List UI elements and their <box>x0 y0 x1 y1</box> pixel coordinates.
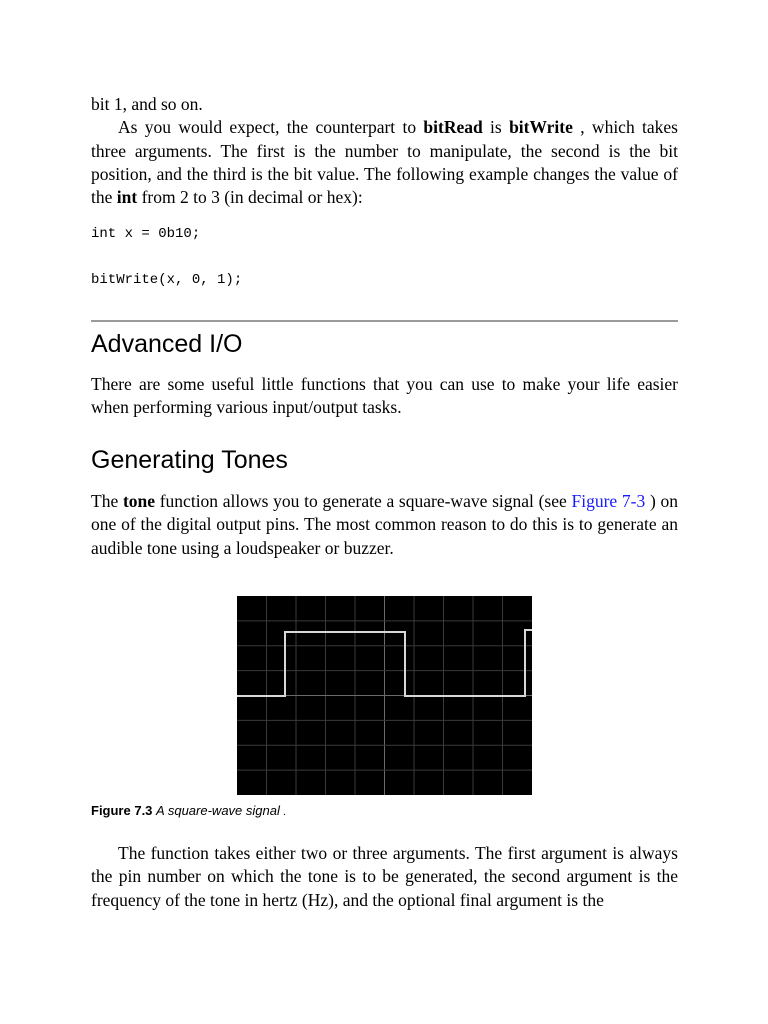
paragraph-bitwrite-body <box>91 116 678 209</box>
text-run: function allows you to generate a square-wave signal (see <box>155 491 572 511</box>
paragraph-tone <box>91 490 678 560</box>
figure-caption-text: A square-wave signal <box>156 803 280 818</box>
text-run: The <box>91 491 123 511</box>
oscilloscope-image <box>237 596 532 795</box>
paragraph-arguments: The function takes either two or three arguments. The first argument is always the pin number on which the tone is to be generated, the second argument is the frequency of the tone in hertz (Hz), and the optional final argument is the <box>91 843 678 910</box>
text-run: As you would expect, the counterpart to <box>118 117 424 138</box>
paragraph-continuation: bit 1, and so on. <box>91 94 203 114</box>
bold-bitread: bitRead <box>423 117 483 138</box>
heading-advanced-io: Advanced I/O <box>91 330 243 358</box>
heading-generating-tones: Generating Tones <box>91 446 288 474</box>
figure-label: Figure 7.3 <box>91 803 153 818</box>
code-line-1: int x = 0b10; <box>91 226 201 242</box>
bold-bitwrite: bitWrite <box>509 117 573 138</box>
text-run: , which takes three arguments. The first is the number to manipulate, the second is the bit position, and the third is the bit value. The following example changes the value of the <box>91 117 678 208</box>
bold-int: int <box>116 187 138 208</box>
section-divider <box>91 320 678 322</box>
figure-link[interactable]: Figure 7-3 <box>571 491 646 511</box>
caption-end: . <box>279 806 286 818</box>
figure-caption <box>91 803 286 818</box>
text-run: ) on one of the digital output pins. The most common reason to do this is to generate an audible tone using a loudspeaker or buzzer. <box>91 491 679 558</box>
bold-tone: tone <box>122 491 156 511</box>
oscilloscope-figure <box>237 596 532 795</box>
paragraph-advanced-io: There are some useful little functions that you can use to make your life easier when performing various input/output tasks. <box>91 374 678 418</box>
paragraph-bitwrite <box>91 93 678 209</box>
text-run: from 2 to 3 (in decimal or hex): <box>137 187 363 208</box>
text-run: is <box>482 117 510 138</box>
code-line-2: bitWrite(x, 0, 1); <box>91 272 243 288</box>
